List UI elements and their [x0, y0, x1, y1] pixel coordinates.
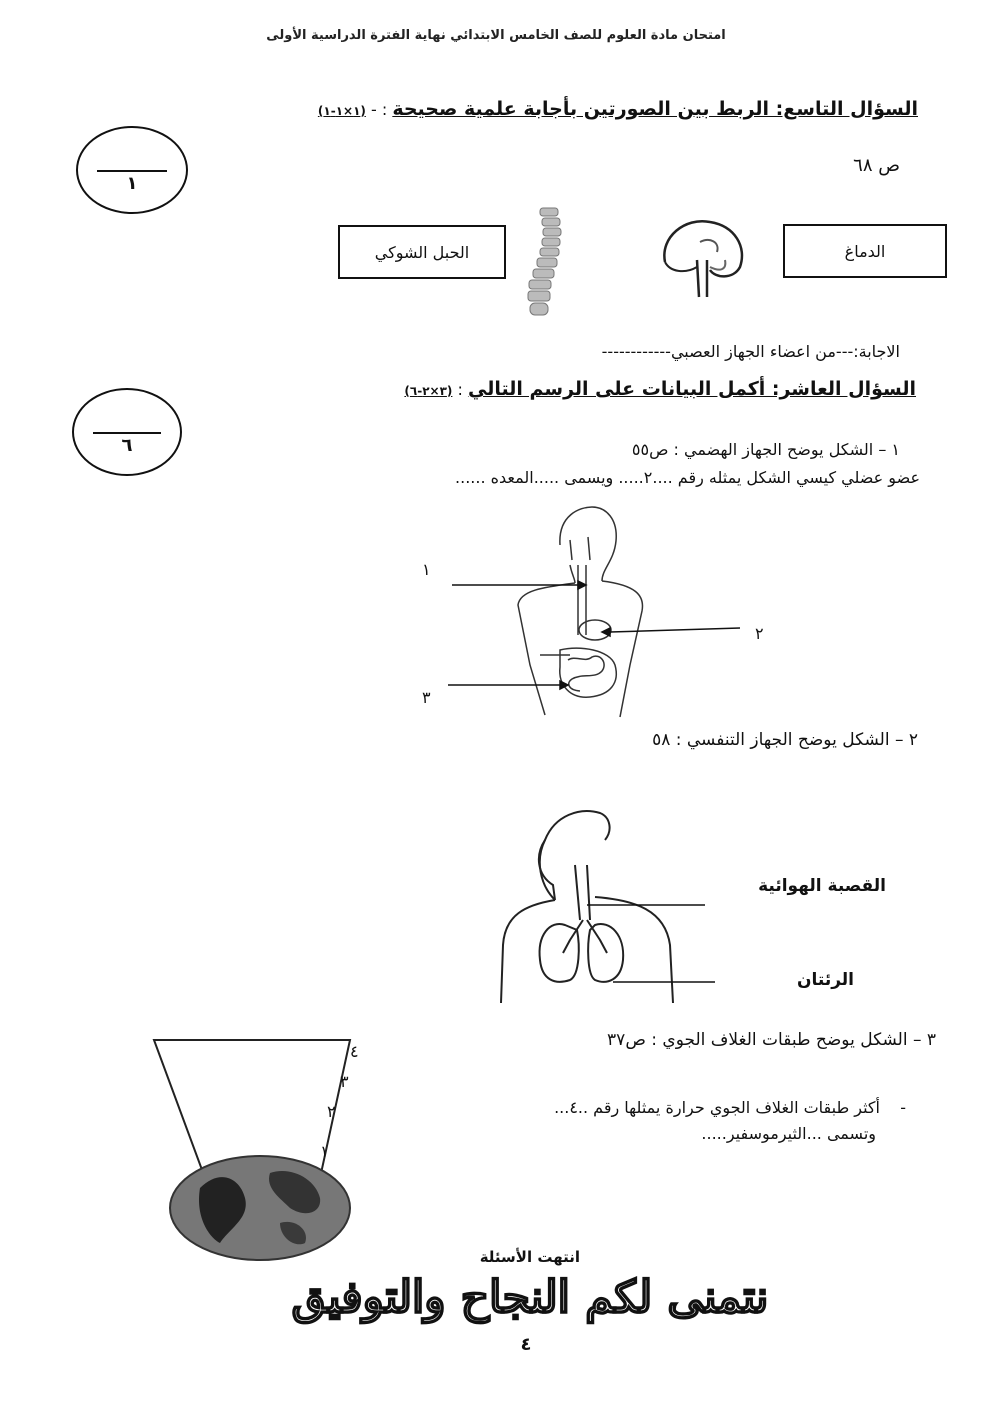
end-of-questions: انتهت الأسئلة — [479, 1248, 580, 1266]
closing-message: نتمنى لكم النجاح والتوفيق — [291, 1272, 769, 1323]
q9-marks: (١×١-١) — [317, 104, 366, 118]
q10-item1-line2: عضو عضلي كيسي الشكل يمثله رقم ....٢..... ويسمى .....المعده ...... — [455, 468, 920, 487]
q9-separator: : - — [370, 100, 388, 119]
q10-item2-line: ٢ – الشكل يوضح الجهاز التنفسي : ٥٨ — [652, 730, 918, 750]
q10-separator: : — [457, 380, 463, 399]
spinal-cord-image — [520, 204, 570, 320]
score-divider — [97, 170, 166, 172]
q10-title: السؤال العاشر: أكمل البيانات على الرسم التالي — [467, 378, 916, 400]
atm-label-2: ٢ — [327, 1102, 336, 1121]
atm-label-4: ٤ — [350, 1042, 359, 1061]
score-q10: ٦ — [121, 435, 133, 457]
q10-item3-line: ٣ – الشكل يوضح طبقات الغلاف الجوي : ص٣٧ — [607, 1030, 936, 1050]
score-q9: ١ — [126, 173, 138, 195]
q10-item3-bullet: - — [900, 1098, 906, 1117]
digestive-system-diagram — [420, 505, 780, 725]
brain-box: الدماغ — [783, 224, 947, 278]
digest-label-2: ٢ — [755, 624, 764, 643]
brain-image — [655, 212, 750, 302]
q9-title: السؤال التاسع: الربط بين الصورتين بأجابة علمية صحيحة — [392, 98, 918, 120]
resp-label-trachea: القصبة الهوائية — [758, 876, 886, 896]
q9-page-ref: ص ٦٨ — [853, 155, 900, 176]
atm-label-1: ١ — [320, 1142, 329, 1161]
respiratory-system-diagram — [495, 805, 715, 1005]
atmosphere-layers-diagram — [150, 1038, 370, 1253]
score-circle-q10 — [72, 388, 182, 476]
digest-label-3: ٣ — [422, 688, 431, 707]
atm-label-3: ٣ — [340, 1072, 349, 1091]
page-number: ٤ — [520, 1334, 532, 1355]
q9-answer: الاجابة:---من اعضاء الجهاز العصبي------------ — [601, 342, 900, 361]
score-circle-q9 — [76, 126, 188, 214]
q10-heading — [404, 378, 916, 400]
spinal-cord-box: الحبل الشوكي — [338, 225, 506, 279]
exam-header: امتحان مادة العلوم للصف الخامس الابتدائي نهاية الفترة الدراسية الأولى — [266, 28, 726, 43]
q10-item3-text1: أكثر طبقات الغلاف الجوي حرارة يمثلها رقم ..٤... — [554, 1098, 880, 1117]
q10-marks: (٣×٢-٦) — [404, 384, 453, 398]
score-divider — [93, 432, 161, 434]
q9-heading — [318, 98, 918, 120]
q10-item3-text2: وتسمى ...الثيرموسفير..... — [701, 1124, 876, 1143]
q10-item1-line1: ١ – الشكل يوضح الجهاز الهضمي : ص٥٥ — [631, 440, 900, 459]
digest-label-1: ١ — [422, 560, 431, 579]
resp-label-lungs: الرئتان — [796, 970, 854, 990]
